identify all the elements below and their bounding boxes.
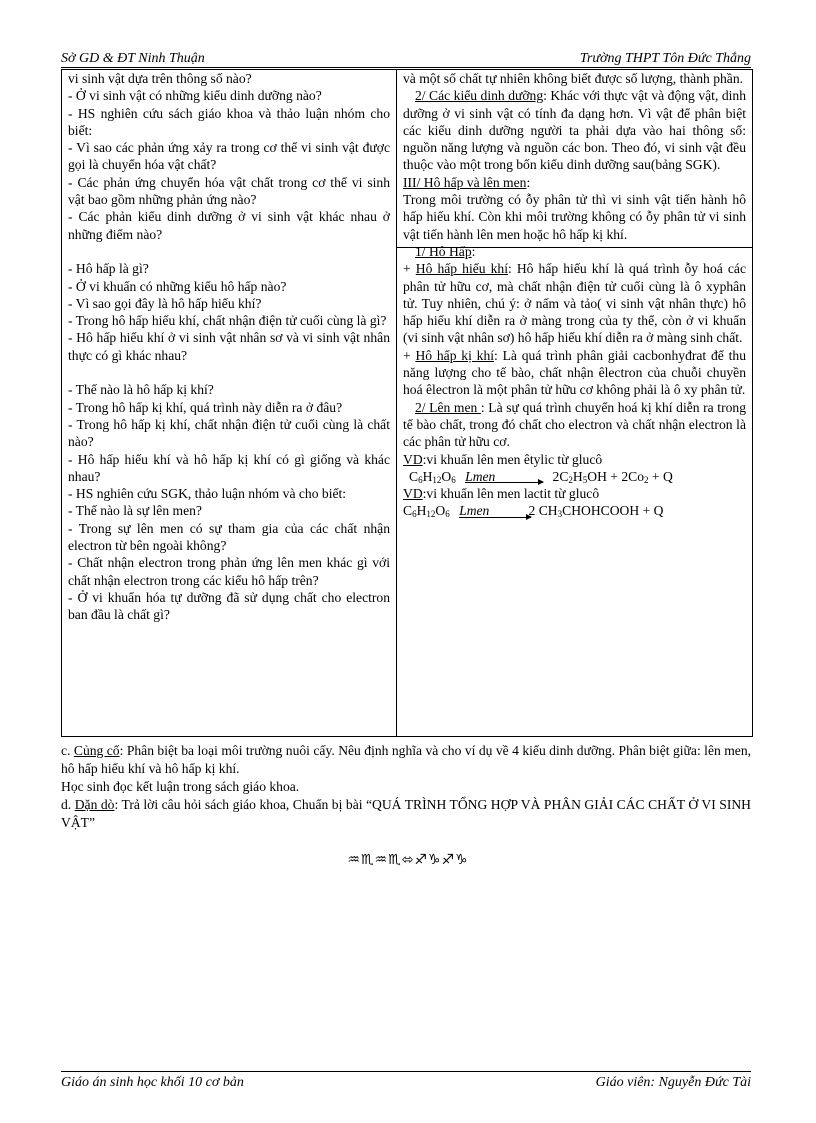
nutrition-types-heading: 2/ Các kiểu dinh dưỡng (415, 88, 544, 104)
nutrition-types-text: : Khác với thực vật và động vật, dinh dưỡng ở vi sinh vật có tính đa dạng hơn. Vì vật để phân biệt các kiểu dinh dưỡng người ta phải dựa vào hai thông số: nguồn năng lượng và nguồn các bon. Theo đó, vi sinh vật đều thuộc vào một trong bốn kiểu dinh dưỡng sau(bảng SGK). (403, 88, 746, 173)
question-line: - Thế nào là hô hấp kị khí? (68, 382, 214, 398)
section-heading (403, 174, 746, 191)
bullet-plus: + (403, 347, 416, 363)
homework-text: : Trả lời câu hỏi sách giáo khoa, Chuẩn bị bài “QUÁ TRÌNH TỔNG HỢP VÀ PHÂN GIẢI CÁC CHẤT Ở VI SINH VẬT” (61, 797, 752, 830)
question-line: - Hô hấp hiếu khí và hô hấp kị khí có gì giống và khác nhau? (68, 451, 390, 484)
anaerobic-text: : Là quá trình phân giải cacbonhyđrat để thu năng lượng cho tế bào, chất nhận êlectron của chuỗi chuyền hoá êlectron là một phân tử hữu cơ không phải là ô xy phân tử. (403, 347, 746, 398)
example-line (403, 451, 746, 468)
arrow-line (465, 482, 543, 483)
content-column (397, 70, 752, 736)
example-text: :vi khuẩn lên men lactit từ glucô (422, 486, 600, 502)
equation-reactant: $C_6H_{12}O_6$ (403, 503, 450, 520)
footer-left: Giáo án sinh học khối 10 cơ bản (61, 1075, 244, 1090)
item-label: c. (61, 743, 74, 758)
equation-reactant: $C_6H_{12}O_6$ (409, 468, 456, 485)
content-paragraph: và một số chất tự nhiên không biết được số lượng, thành phần. (403, 71, 744, 86)
row-divider (397, 247, 752, 248)
heading-colon: : (471, 243, 476, 259)
footer-right: Giáo viên: Nguyễn Đức Tài (595, 1075, 751, 1090)
consolidation-text: : Phân biệt ba loại môi trường nuôi cấy. Nêu định nghĩa và cho ví dụ về 4 kiểu dinh dưỡng. Phân biệt giữa: lên men, hô hấp hiếu khí và hô hấp kị khí. (61, 743, 752, 776)
question-line: - HS nghiên cứu sách giáo khoa và thảo luận nhóm cho biết: (68, 105, 390, 138)
question-line: - Vì sao các phản ứng xảy ra trong cơ thể vi sinh vật được gọi là chuyển hóa vật chất? (68, 140, 390, 173)
respiration-heading: 1/ Hô Hấp (415, 243, 472, 259)
question-line: - Hô hấp hiếu khí ở vi sinh vật nhân sơ và vi sinh vật nhân thực có gì khác nhau? (68, 330, 390, 363)
fermentation-heading: 2/ Lên men (415, 399, 481, 415)
heading-colon: : (526, 174, 531, 190)
teacher-questions-column (62, 70, 397, 736)
reaction-arrow-label: Lmen (459, 503, 490, 519)
fermentation-paragraph (403, 399, 746, 451)
question-line: - Trong sự lên men có sự tham gia của các chất nhận electron từ bên ngoài không? (68, 520, 390, 554)
example-line (403, 485, 746, 502)
question-line: - Ở vi khuẩn hóa tự dưỡng đã sử dụng chất cho electron ban đầu là chất gì? (68, 589, 390, 623)
anaerobic-paragraph (403, 347, 746, 399)
aerobic-paragraph (403, 260, 746, 346)
fermentation-text: : Là sự quá trình chuyển hoá kị khí diễn ra trong tế bào chất, trong đó chất cho electron và chất nhận electron là các phân tử hữu cơ. (403, 399, 746, 450)
reaction-arrow (459, 502, 523, 519)
item-label: d. (61, 797, 75, 812)
reaction-arrow-label: Lmen (465, 468, 496, 484)
consolidation-heading: Củng cố (73, 743, 120, 758)
content-paragraph: Trong môi trường có ỗy phân tử thì vi sinh vật tiến hành hô hấp hiếu khí. Còn khi môi trường không có ỗy phân tử vi sinh vật tiến hành lên men hoặc hô hấp kị khí. (403, 192, 746, 242)
lesson-table (61, 69, 753, 737)
question-line: - Trong hô hấp kị khí, chất nhận điện tử cuối cùng là chất nào? (68, 416, 390, 450)
question-line: - HS nghiên cứu SGK, thảo luận nhóm và cho biết: (68, 486, 347, 502)
bullet-plus: + (403, 261, 416, 277)
equation-products: 2 $CH_3CHOHCOOH + Q$ (528, 503, 664, 520)
question-line: - Ở vi sinh vật có những kiểu dinh dưỡng nào? (68, 88, 322, 104)
page-header (61, 51, 751, 68)
review-section (61, 742, 751, 832)
example-label: VD (403, 451, 423, 467)
homework-paragraph (61, 796, 751, 832)
question-line: - Vì sao gọi đây là hô hấp hiếu khí? (68, 295, 262, 311)
equation-products: $2C_2H_5OH + 2Co_2 + Q$ (552, 468, 673, 485)
question-line: vi sinh vật dựa trên thông số nào? (68, 71, 252, 86)
example-label: VD (403, 486, 423, 502)
subsection-heading (403, 243, 746, 260)
question-line: - Các phản ứng chuyển hóa vật chất trong cơ thể vi sinh vật bao gồm những phản ứng nào? (68, 174, 390, 208)
question-line: - Chất nhận electron trong phản ứng lên men khác gì với chất nhận electron trong các kiểu hô hấp trên? (68, 555, 390, 588)
lactic-equation (403, 502, 746, 519)
header-right: Trường THPT Tôn Đức Thắng (579, 51, 751, 66)
question-line: - Trong hô hấp hiếu khí, chất nhận điện tử cuối cùng là gì? (68, 313, 387, 329)
question-line: - Ở vi khuẩn có những kiểu hô hấp nào? (68, 278, 287, 294)
aerobic-text: : Hô hấp hiếu khí là quá trình ỗy hoá các phân tử hữu cơ, mà chất nhận điện tử cuối cùng là ô xyphân tử. Tuy nhiên, chú ý: ở nấm và tảo( vi sinh vật nhân thực) hô hấp hiếu khí diễn ra ở màng trong của ty thể, còn ở vi khuẩn (vi sinh vật nhân sơ) hô hấp hiếu khí diễn ra ở màng sinh chất. (403, 261, 746, 346)
nutrition-types-paragraph (403, 87, 746, 173)
question-line: - Hô hấp là gì? (68, 261, 149, 277)
arrow-line (459, 517, 531, 518)
anaerobic-heading: Hô hấp kị khí (415, 347, 495, 363)
question-line: - Thế nào là sự lên men? (68, 503, 202, 519)
decorative-ornament: ♒♏♒♏⬄♐♑♐♑ (347, 852, 469, 868)
homework-heading: Dặn dò (74, 797, 115, 812)
ethanol-equation (403, 468, 746, 485)
spacer (68, 364, 390, 381)
question-line: - Các phản kiểu dinh dưỡng ở vi sinh vật khác nhau ở những điểm nào? (68, 209, 390, 242)
reaction-arrow (465, 468, 543, 485)
spacer (68, 243, 390, 260)
example-text: :vi khuẩn lên men êtylic từ glucô (422, 451, 603, 467)
respiration-section-heading: III/ Hô hấp và lên men (403, 174, 527, 190)
consolidation-paragraph (61, 742, 751, 778)
header-left: Sở GD & ĐT Ninh Thuận (61, 51, 205, 66)
consolidation-note: Học sinh đọc kết luận trong sách giáo khoa. (61, 779, 300, 794)
question-line: - Trong hô hấp kị khí, quá trình này diễn ra ở đâu? (68, 399, 343, 415)
aerobic-heading: Hô hấp hiếu khí (415, 261, 508, 277)
page-footer (61, 1071, 751, 1090)
